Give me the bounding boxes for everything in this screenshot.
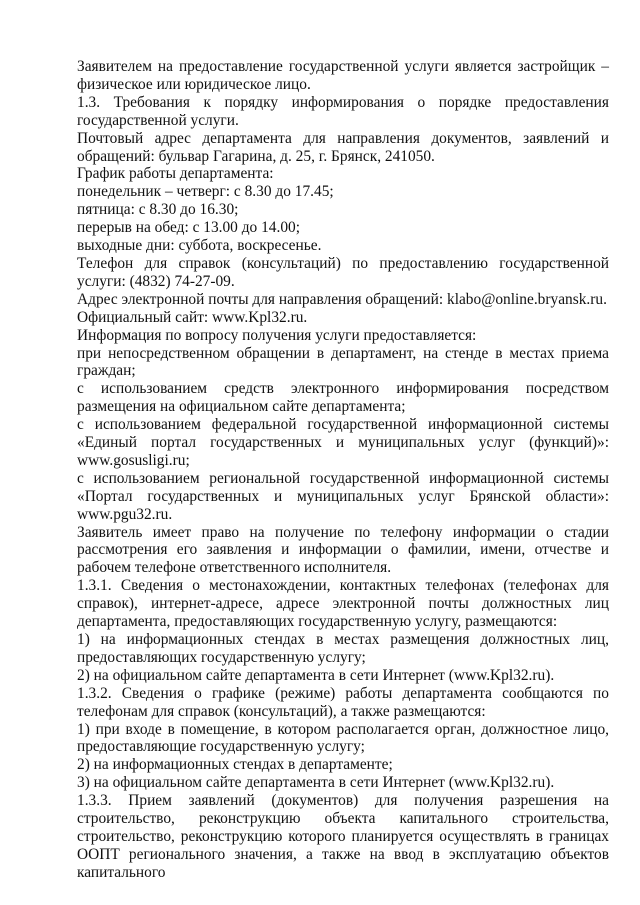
paragraph-section-1-3: 1.3. Требования к порядку информирования о порядке предоставления государственной услуги. (77, 93, 609, 129)
paragraph-email: Адрес электронной почты для направления обращений: klabo@online.bryansk.ru. (77, 290, 607, 308)
paragraph-info-federal-portal: с использованием федеральной государственной информационной системы «Единый портал государственных и муниципальных услуг (функций)»: www.gosusligi.ru; (77, 416, 609, 469)
paragraph-1-3-2-item-2: 2) на информационных стендах в департаменте; (77, 756, 393, 774)
paragraph-phone: Телефон для справок (консультаций) по предоставлению государственной услуги: (4832) 74-27-09. (77, 254, 609, 290)
paragraph-info-electronic: с использованием средств электронного информирования посредством размещения на официальном сайте департамента; (77, 380, 609, 416)
document-page (77, 58, 609, 882)
paragraph-info-direct: при непосредственном обращении в департамент, на стенде в местах приема граждан; (77, 344, 609, 380)
paragraph-website: Официальный сайт: www.Kpl32.ru. (77, 308, 308, 326)
paragraph-1-3-2-item-3: 3) на официальном сайте департамента в сети Интернет (www.Kpl32.ru). (77, 774, 555, 792)
paragraph-info-heading: Информация по вопросу получения услуги предоставляется: (77, 326, 477, 344)
paragraph-section-1-3-2: 1.3.2. Сведения о графике (режиме) работы департамента сообщаются по телефонам для справок (консультаций), а также размещаются: (77, 684, 609, 720)
paragraph-section-1-3-3: 1.3.3. Прием заявлений (документов) для получения разрешения на строительство, реконструкцию объекта капитального строительства, строительство, реконструкцию которого планируется осуществлять в границах ООПТ регионального значения, а также на ввод в эксплуатацию объектов капитального (77, 792, 609, 881)
paragraph-section-1-3-1: 1.3.1. Сведения о местонахождении, контактных телефонах (телефонах для справок), интернет-адресе, адресе электронной почты должностных лиц департамента, предоставляющих государственную услугу, размещаются: (77, 577, 609, 631)
paragraph-info-regional-portal: с использованием региональной государственной информационной системы «Портал государственных и муниципальных услуг Брянской области»: www.pgu32.ru. (77, 469, 609, 523)
paragraph-schedule-lunch: перерыв на обед: с 13.00 до 14.00; (77, 219, 300, 237)
paragraph-1-3-1-item-1: 1) на информационных стендах в местах размещения должностных лиц, предоставляющих государственную услугу; (77, 631, 609, 666)
paragraph-applicant-rights: Заявитель имеет право на получение по телефону информации о стадии рассмотрения его заявления и информации о фамилии, имени, отчестве и рабочем телефоне ответственного исполнителя. (77, 523, 609, 577)
paragraph-schedule-mon-thu: понедельник – четверг: с 8.30 до 17.45; (77, 183, 334, 201)
paragraph-applicant: Заявителем на предоставление государственной услуги является застройщик – физическое или юридическое лицо. (77, 58, 609, 93)
paragraph-schedule-fri: пятница: с 8.30 до 16.30; (77, 201, 239, 219)
paragraph-1-3-2-item-1: 1) при входе в помещение, в котором располагается орган, должностное лицо, предоставляющие государственную услугу; (77, 720, 609, 756)
paragraph-schedule-weekend: выходные дни: суббота, воскресенье. (77, 237, 322, 255)
paragraph-schedule-heading: График работы департамента: (77, 165, 274, 183)
paragraph-1-3-1-item-2: 2) на официальном сайте департамента в сети Интернет (www.Kpl32.ru). (77, 666, 555, 684)
paragraph-postal-address: Почтовый адрес департамента для направления документов, заявлений и обращений: бульвар Гагарина, д. 25, г. Брянск, 241050. (77, 129, 609, 165)
